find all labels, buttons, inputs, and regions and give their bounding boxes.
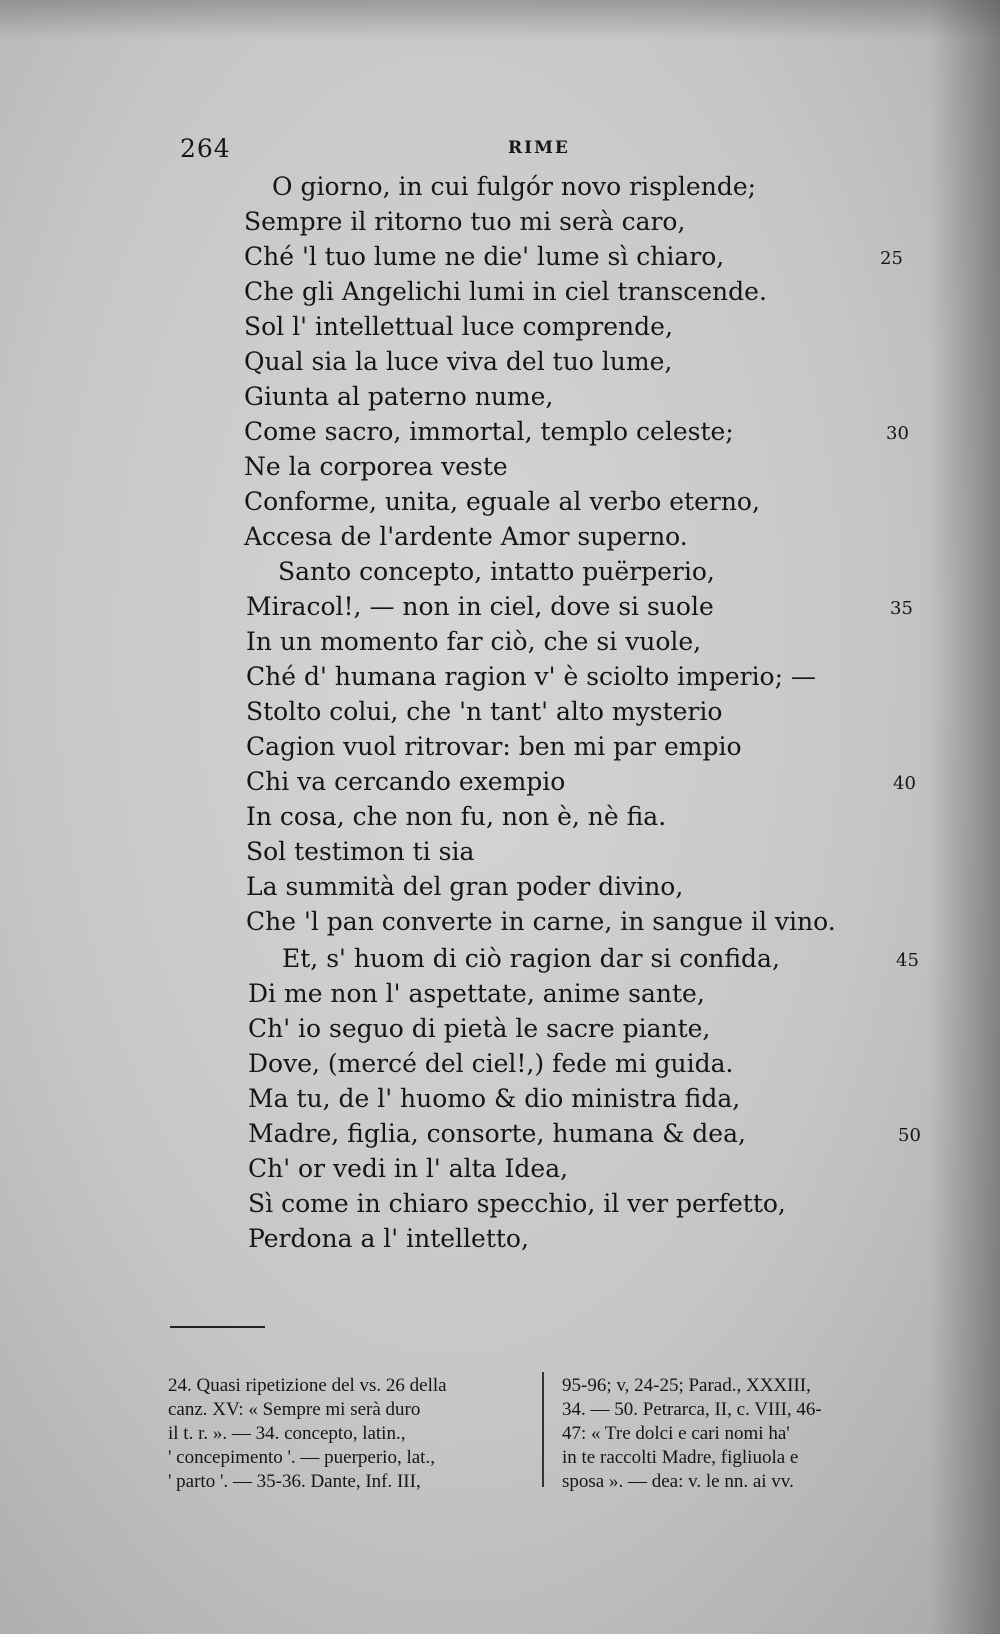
footnote-line: il t. r. ». — 34. concepto, latin.,	[168, 1423, 406, 1444]
verse-line: Miracol!, — non in ciel, dove si suole	[246, 592, 714, 621]
verse-line: La summità del gran poder divino,	[246, 872, 684, 901]
footnote-line: 47: « Tre dolci e cari nomi ha'	[562, 1423, 790, 1444]
verse-line: Sempre il ritorno tuo mi serà caro,	[244, 207, 686, 236]
page-number: 264	[180, 134, 231, 163]
line-number: 50	[898, 1125, 921, 1146]
verse-line: Cagion vuol ritrovar: ben mi par empio	[246, 732, 742, 761]
footnote-line: in te raccolti Madre, figliuola e	[562, 1447, 799, 1468]
verse-line: Conforme, unita, eguale al verbo eterno,	[244, 487, 760, 516]
verse-line: Qual sia la luce viva del tuo lume,	[244, 347, 673, 376]
verse-line: Ch' or vedi in l' alta Idea,	[248, 1154, 569, 1183]
verse-line: Ché 'l tuo lume ne die' lume sì chiaro,	[244, 242, 725, 271]
verse-line: O giorno, in cui fulgór novo risplende;	[272, 172, 757, 201]
footnote-line: sposa ». — dea: v. le nn. ai vv.	[562, 1471, 794, 1492]
footnote-line: 24. Quasi ripetizione del vs. 26 della	[168, 1375, 447, 1396]
verse-line: In un momento far ciò, che si vuole,	[246, 627, 702, 656]
line-number: 35	[890, 598, 913, 619]
running-head: RIME	[508, 138, 570, 158]
verse-line: Giunta al paterno nume,	[244, 382, 554, 411]
verse-line: Sì come in chiaro specchio, il ver perfetto,	[248, 1189, 786, 1218]
verse-line: Ché d' humana ragion v' è sciolto imperio; —	[246, 662, 816, 691]
verse-line: Stolto colui, che 'n tant' alto mysterio	[246, 697, 723, 726]
verse-line: Ne la corporea veste	[244, 452, 508, 481]
verse-line: Accesa de l'ardente Amor superno.	[244, 522, 688, 551]
footnote-rule	[170, 1326, 265, 1328]
verse-line: Perdona a l' intelletto,	[248, 1224, 529, 1253]
footnote-line: ' concepimento '. — puerperio, lat.,	[168, 1447, 435, 1468]
verse-line: Come sacro, immortal, templo celeste;	[244, 417, 734, 446]
verse-line: Di me non l' aspettate, anime sante,	[248, 979, 705, 1008]
verse-line: Chi va cercando exempio	[246, 767, 566, 796]
footnote-line: canz. XV: « Sempre mi serà duro	[168, 1399, 421, 1420]
verse-line: Dove, (mercé del ciel!,) fede mi guida.	[248, 1049, 734, 1078]
line-number: 40	[893, 773, 916, 794]
verse-line: Santo concepto, intatto puërperio,	[278, 557, 715, 586]
verse-line: Ma tu, de l' huomo & dio ministra fida,	[248, 1084, 741, 1113]
verse-line: Madre, figlia, consorte, humana & dea,	[248, 1119, 746, 1148]
footnote-line: ' parto '. — 35-36. Dante, Inf. III,	[168, 1471, 421, 1492]
line-number: 45	[896, 950, 919, 971]
footnote-line: 34. — 50. Petrarca, II, c. VIII, 46-	[562, 1399, 822, 1420]
verse-line: In cosa, che non fu, non è, nè fia.	[246, 802, 667, 831]
footnote-column-divider	[542, 1372, 544, 1487]
verse-line: Et, s' huom di ciò ragion dar si confida,	[282, 944, 780, 973]
verse-line: Ch' io seguo di pietà le sacre piante,	[248, 1014, 711, 1043]
verse-line: Che gli Angelichi lumi in ciel transcende.	[244, 277, 767, 306]
line-number: 25	[880, 248, 903, 269]
line-number: 30	[886, 423, 909, 444]
verse-line: Che 'l pan converte in carne, in sangue il vino.	[246, 907, 836, 936]
verse-line: Sol l' intellettual luce comprende,	[244, 312, 673, 341]
footnote-line: 95-96; v, 24-25; Parad., XXXIII,	[562, 1375, 811, 1396]
verse-line: Sol testimon ti sia	[246, 837, 475, 866]
